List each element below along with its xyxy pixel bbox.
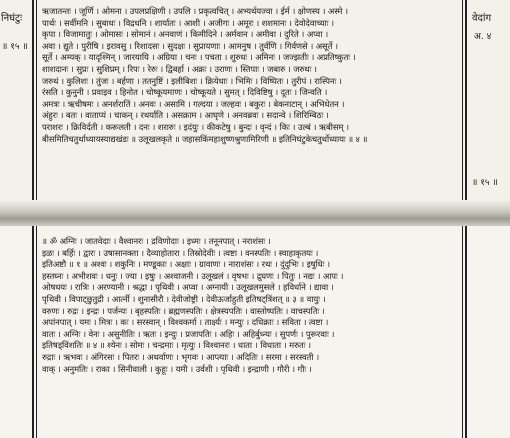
text-line: जरुथं । कुलिशः । तुंजः । बर्हणा । ततनुष्टिं । इलीबिशः । क्रियेधाः । भिमिः । विष्पितः । तुरीपं । रास्पिनः । xyxy=(42,75,342,86)
text-line: इतिअष्टौ ॥ १ ॥ अश्वः । शकुनिः । मण्डूकाः । अक्षाः । ग्रावाणः । नाराशंसः । रथः । दुंदुभिः । इषुधिः । xyxy=(42,259,330,270)
text-line: इळः । बर्हिः । द्वारः । उषासानक्ता । दैव्याहोतारा । तिस्रोदेवीः । त्वष्टा । वनस्पतिः । स्वाहाकृतयः । xyxy=(42,247,319,258)
left-double-rule-inner xyxy=(36,226,37,438)
text-line: ऋजातन्तः । जूर्णि । ओमना । उपलप्रक्षिणी । उपलि । प्रकृत्वचित् । अभ्यर्थयज्वा । ईर्म । क्षोणस्य । अस्मे । xyxy=(42,6,348,16)
text-line: वातः । अग्निः । वेनः । असुनीतिः । ऋतः । इन्दुः । प्रजापतिः । अहिः । अहिर्बुध्न्यः । सुपर्णः । पुरूरवाः । xyxy=(42,328,335,339)
text-line: अमत्रः । ऋचीषमः । अनर्शरातिं । अनवः । असामि । गल्दया । जल्हवः । बकुरः । बेकनाटान् । अभिधेतन । xyxy=(42,98,345,109)
right-double-rule xyxy=(462,226,463,438)
text-line: पृथिवी । विपाट्छुतुद्री । आर्त्नी । शुनासीरौ । देवीजोष्ट्री । देवीऊर्जाहुती इतिषट्त्रिंशत् ॥ ३ ॥ वायुः । xyxy=(42,293,326,304)
text-line: रंसति । कुनुनी । प्रवाइव । हिनोत । चोष्कूयमाणः । चोष्कूयते । सुमत् । दिविष्टिषु । दूतः । जिन्वति । xyxy=(42,87,328,98)
text-line: ॥ ॐ अग्निः । जातवेदाः । वैश्वानरः । द्रविणोदाः । इध्मः । तनूनपात् । नराशंसः । xyxy=(42,236,271,246)
text-line: अपांनपात् । यमः । मित्रः । कः । सरस्वान् । विश्वकर्मा । तार्क्ष्यः । मन्युः । दधिक्राः । सविता । त्वष्टा । xyxy=(42,317,329,328)
text-line: ओषधयः । रात्रिः । अरण्यानी । श्रद्धा । पृथिवी । अप्वा । अग्नायी । उलूखलमुसले । हविर्धाने । द्यावा । xyxy=(42,282,334,293)
text-line: शाशदानः । सुप्रः । सुशिप्रम् । रिपः । रेरुः । द्विबर्हा । अक्रः । उराणः । स्तिपाः । जबारु । जरुथः । xyxy=(42,63,317,74)
right-double-rule-inner xyxy=(465,226,467,438)
text-line: अवा । द्युते । पुरीषि । इरावसु । रिशादसः । सुदक्षः । सुप्रायणाः । आमनुष । तुर्वणि । गिर्वणसे । असूर्ते । xyxy=(42,40,338,51)
text-line: हस्तघ्नः । अभीशवः । धनुः । ज्या । इषुः । अश्वाजनी । उलूखलं । वृषभः । द्रुघणः । पितुः । नद्यः । आपः । xyxy=(42,270,344,281)
left-margin-page-number: ॥ १५ ॥ xyxy=(2,42,28,52)
right-margin-title: वेदांग xyxy=(472,13,492,24)
text-line: वरुणः । रुद्रः । इन्द्रः । पर्जन्यः । बृहस्पतिः । ब्रह्मणस्पतिः । क्षेत्रस्यपतिः । वास्तोष्पतिः । वाचस्पतिः । xyxy=(42,305,325,316)
text-line: वाक् । अनुमतिः । राका । सिनीवाली । कुहूः । यमी । उर्वशी । पृथिवी । इन्द्राणी । गौरी । गौः । xyxy=(42,363,312,374)
right-margin-page-number: ॥ १५ ॥ xyxy=(472,178,498,188)
text-line: सूर्ते । अम्यक् । यादृश्मिन् । जारयायि । अग्रिया । चनः । पचता । शुरुधः । अमिनः । जज्झतीः । अप्रतिष्कुतः । xyxy=(42,52,356,63)
right-margin-section: अ. ४ xyxy=(474,32,492,42)
right-double-rule-inner xyxy=(465,0,467,210)
left-double-rule xyxy=(32,226,34,438)
text-line: पराशरः । क्रिविर्दती । करूलती । दनः । शरारुः । इदंयुः । कीकटेषु । बुन्दः । वृन्दं । किः । उल्बं । ऋबीसम् । xyxy=(42,121,349,132)
text-line: इतिषड्विंशतिः ॥ ४ ॥ श्येनः । सोमः । चन्द्रमाः । मृत्युः । विश्वानरः । धाता । विधाता । मरुतः । xyxy=(42,340,311,351)
left-margin-title: निघंटुः xyxy=(1,13,23,24)
right-double-rule xyxy=(462,0,463,210)
page-bottom-section xyxy=(0,226,510,438)
left-double-rule-inner xyxy=(36,0,37,210)
top-text-block xyxy=(42,6,457,145)
text-line: अंहुरः । बतः । वाताप्यं । चाकन् । रथर्याति । असक्राम । आघृणे । अनवब्रवः । सदान्वे । शिरिम्बिठः । xyxy=(42,110,329,121)
text-line: बीसमितिचतुर्थाध्यायस्याद्यखंडः ॥ उलूखलकृते ॥ जहासकिंमहाशुष्णश्रुणामिरिणी ॥ इतिनिघंटुकेचतुर्थोध्यायः ॥ ४ ॥ xyxy=(42,133,368,144)
text-line: रुद्राः । ऋभवः । अंगिरसः । पितरः । अथर्वाणः । भृगवः । आप्त्याः । अदितिः । सरमा । सरस्वती । xyxy=(42,351,320,362)
text-line: पार्थः । सर्वीमनि । सुबाधः । विद्रधनि । शार्यातः । आशी । अजीगः । अमूरः । शशमानः । देवोदेवाच्याः । xyxy=(42,17,334,28)
left-double-rule xyxy=(32,0,34,210)
text-line: कृपा । विजामातुः । ओमासः । सोमानं । अनवाणं । किमीदिने । अर्मवान । अमीवा । दुरिते । अप्वा । xyxy=(42,29,329,40)
page-top-section xyxy=(0,0,510,210)
bottom-text-block xyxy=(42,236,457,375)
